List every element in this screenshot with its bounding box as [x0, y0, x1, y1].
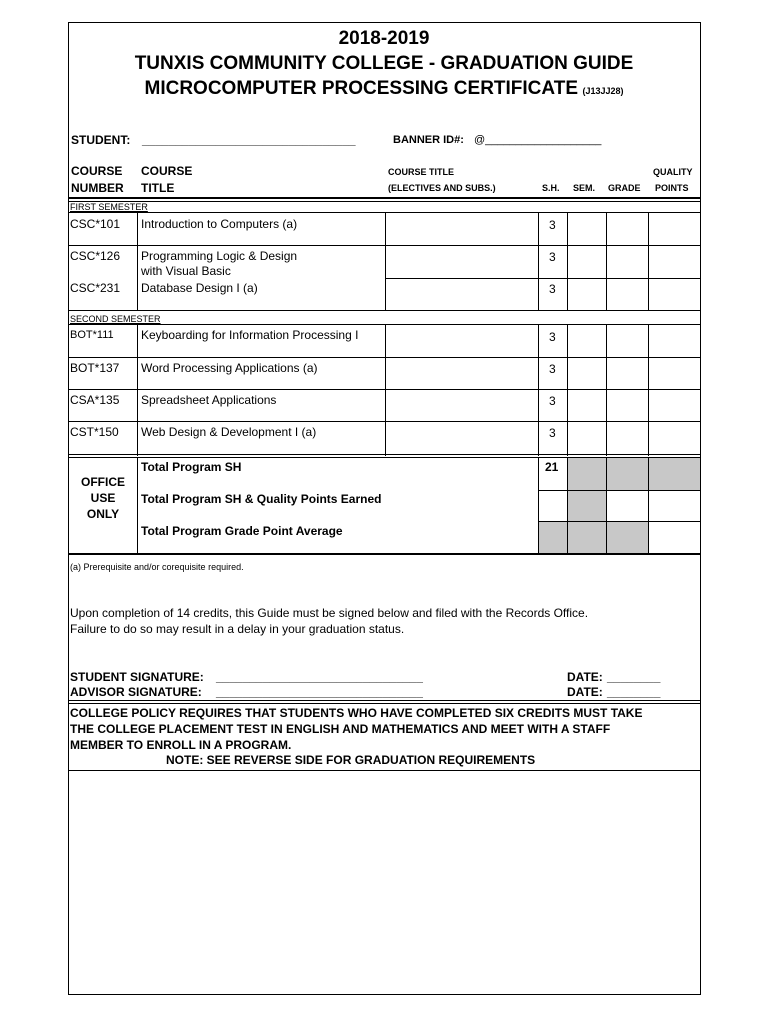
- grid-line: [567, 212, 568, 310]
- policy-line2: THE COLLEGE PLACEMENT TEST IN ENGLISH AND MATHEMATICS AND MEET WITH A STAFF: [70, 722, 611, 736]
- policy-rule-bottom: [68, 703, 701, 704]
- course-number: CSC*126: [70, 249, 121, 263]
- course-title: Database Design I (a): [141, 281, 258, 295]
- course-number: CSA*135: [70, 393, 120, 407]
- course-title-cont: with Visual Basic: [141, 264, 231, 278]
- student-field[interactable]: ________________________________: [142, 133, 356, 147]
- course-title: Web Design & Development I (a): [141, 425, 317, 439]
- shaded-cell: [607, 458, 648, 490]
- course-sh: 3: [549, 426, 556, 440]
- grid-line: [68, 310, 701, 311]
- grid-line: [648, 324, 649, 456]
- col-electives-2: (ELECTIVES AND SUBS.): [388, 183, 496, 193]
- grid-line: [68, 357, 701, 358]
- shaded-cell: [539, 522, 567, 553]
- total-sh-value: 21: [545, 460, 559, 474]
- col-course-number-1: COURSE: [71, 164, 123, 178]
- course-title: Keyboarding for Information Processing I: [141, 328, 359, 342]
- header-program-wrap: [68, 78, 700, 100]
- banner-id-field[interactable]: @___________________: [474, 134, 602, 146]
- course-title: Programming Logic & Design: [141, 249, 298, 263]
- total-sh-label: Total Program SH: [141, 460, 242, 474]
- policy-rule-top: [68, 700, 701, 701]
- header-rule-top: [68, 197, 701, 199]
- office-rule-top: [68, 454, 701, 455]
- grid-line: [567, 324, 568, 456]
- office-use-line2: USE: [90, 491, 116, 505]
- col-quality-2: POINTS: [655, 183, 689, 193]
- col-sem: SEM.: [573, 183, 596, 193]
- advisor-date-field[interactable]: ________: [607, 685, 661, 699]
- grid-line: [385, 324, 386, 456]
- course-number: CST*150: [70, 425, 119, 439]
- second-semester-label: SECOND SEMESTER: [70, 314, 161, 324]
- policy-line1: COLLEGE POLICY REQUIRES THAT STUDENTS WHO HAVE COMPLETED SIX CREDITS MUST TAKE: [70, 706, 643, 720]
- course-sh: 3: [549, 394, 556, 408]
- header-rule-bottom: [68, 201, 701, 202]
- course-sh: 3: [549, 282, 556, 296]
- header-year: 2018-2019: [338, 28, 430, 49]
- course-title: Spreadsheet Applications: [141, 393, 277, 407]
- course-title: Introduction to Computers (a): [141, 217, 298, 231]
- course-sh: 3: [549, 250, 556, 264]
- first-semester-label: FIRST SEMESTER: [70, 202, 148, 212]
- shaded-cell: [568, 491, 606, 521]
- shaded-cell: [649, 458, 700, 490]
- grid-line: [606, 324, 607, 456]
- gpa-label: Total Program Grade Point Average: [141, 524, 343, 538]
- policy-bottom-rule: [68, 770, 701, 771]
- advisor-date-label: DATE:: [567, 685, 603, 699]
- grid-line: [137, 324, 138, 456]
- grid-line: [137, 212, 138, 310]
- quality-points-label: Total Program SH & Quality Points Earned: [141, 492, 382, 506]
- student-date-label: DATE:: [567, 670, 603, 684]
- course-number: BOT*111: [70, 329, 114, 341]
- grid-line: [68, 389, 701, 390]
- grid-line: [538, 212, 539, 310]
- advisor-signature-field[interactable]: _______________________________: [216, 685, 423, 699]
- header-program: MICROCOMPUTER PROCESSING CERTIFICATE: [144, 78, 578, 99]
- header-college: TUNXIS COMMUNITY COLLEGE - GRADUATION GUIDE: [134, 53, 634, 74]
- course-number: CSC*101: [70, 217, 121, 231]
- col-course-title-1: COURSE: [141, 164, 193, 178]
- grid-line: [606, 212, 607, 310]
- student-label: STUDENT:: [71, 133, 131, 147]
- course-sh: 3: [549, 218, 556, 232]
- office-use-line1: OFFICE: [81, 475, 125, 489]
- advisor-signature-label: ADVISOR SIGNATURE:: [70, 685, 202, 699]
- grid-line: [68, 421, 701, 422]
- col-quality-1: QUALITY: [653, 167, 693, 177]
- footnote: (a) Prerequisite and/or corequisite required.: [70, 562, 244, 572]
- grid-line: [385, 278, 701, 279]
- notice-line2: Failure to do so may result in a delay in your graduation status.: [70, 622, 405, 636]
- office-use-line3: ONLY: [86, 507, 120, 521]
- student-signature-field[interactable]: _______________________________: [216, 670, 423, 684]
- course-sh: 3: [549, 362, 556, 376]
- shaded-cell: [568, 458, 606, 490]
- policy-line3: MEMBER TO ENROLL IN A PROGRAM.: [70, 738, 292, 752]
- grid-line: [68, 245, 701, 246]
- grid-line: [385, 212, 386, 310]
- shaded-cell: [607, 522, 648, 553]
- course-number: CSC*231: [70, 281, 121, 295]
- office-bottom-rule: [68, 553, 701, 555]
- student-signature-label: STUDENT SIGNATURE:: [70, 670, 204, 684]
- student-date-field[interactable]: ________: [607, 670, 661, 684]
- grid-line: [648, 212, 649, 310]
- col-course-title-2: TITLE: [141, 181, 175, 195]
- course-title: Word Processing Applications (a): [141, 361, 318, 375]
- col-grade: GRADE: [608, 183, 641, 193]
- shaded-cell: [568, 522, 606, 553]
- grid-line: [538, 324, 539, 456]
- col-electives-1: COURSE TITLE: [388, 167, 455, 177]
- grid-line: [538, 490, 701, 491]
- header-program-code: (J13JJ28): [582, 86, 624, 96]
- col-course-number-2: NUMBER: [71, 181, 124, 195]
- grid-line: [137, 457, 138, 553]
- col-sh: S.H.: [542, 183, 560, 193]
- policy-note: NOTE: SEE REVERSE SIDE FOR GRADUATION REQUIREMENTS: [166, 753, 536, 767]
- banner-id-label: BANNER ID#:: [393, 134, 464, 146]
- course-sh: 3: [549, 330, 556, 344]
- notice-line1: Upon completion of 14 credits, this Guide must be signed below and filed with the Records Office.: [70, 606, 589, 620]
- course-number: BOT*137: [70, 361, 120, 375]
